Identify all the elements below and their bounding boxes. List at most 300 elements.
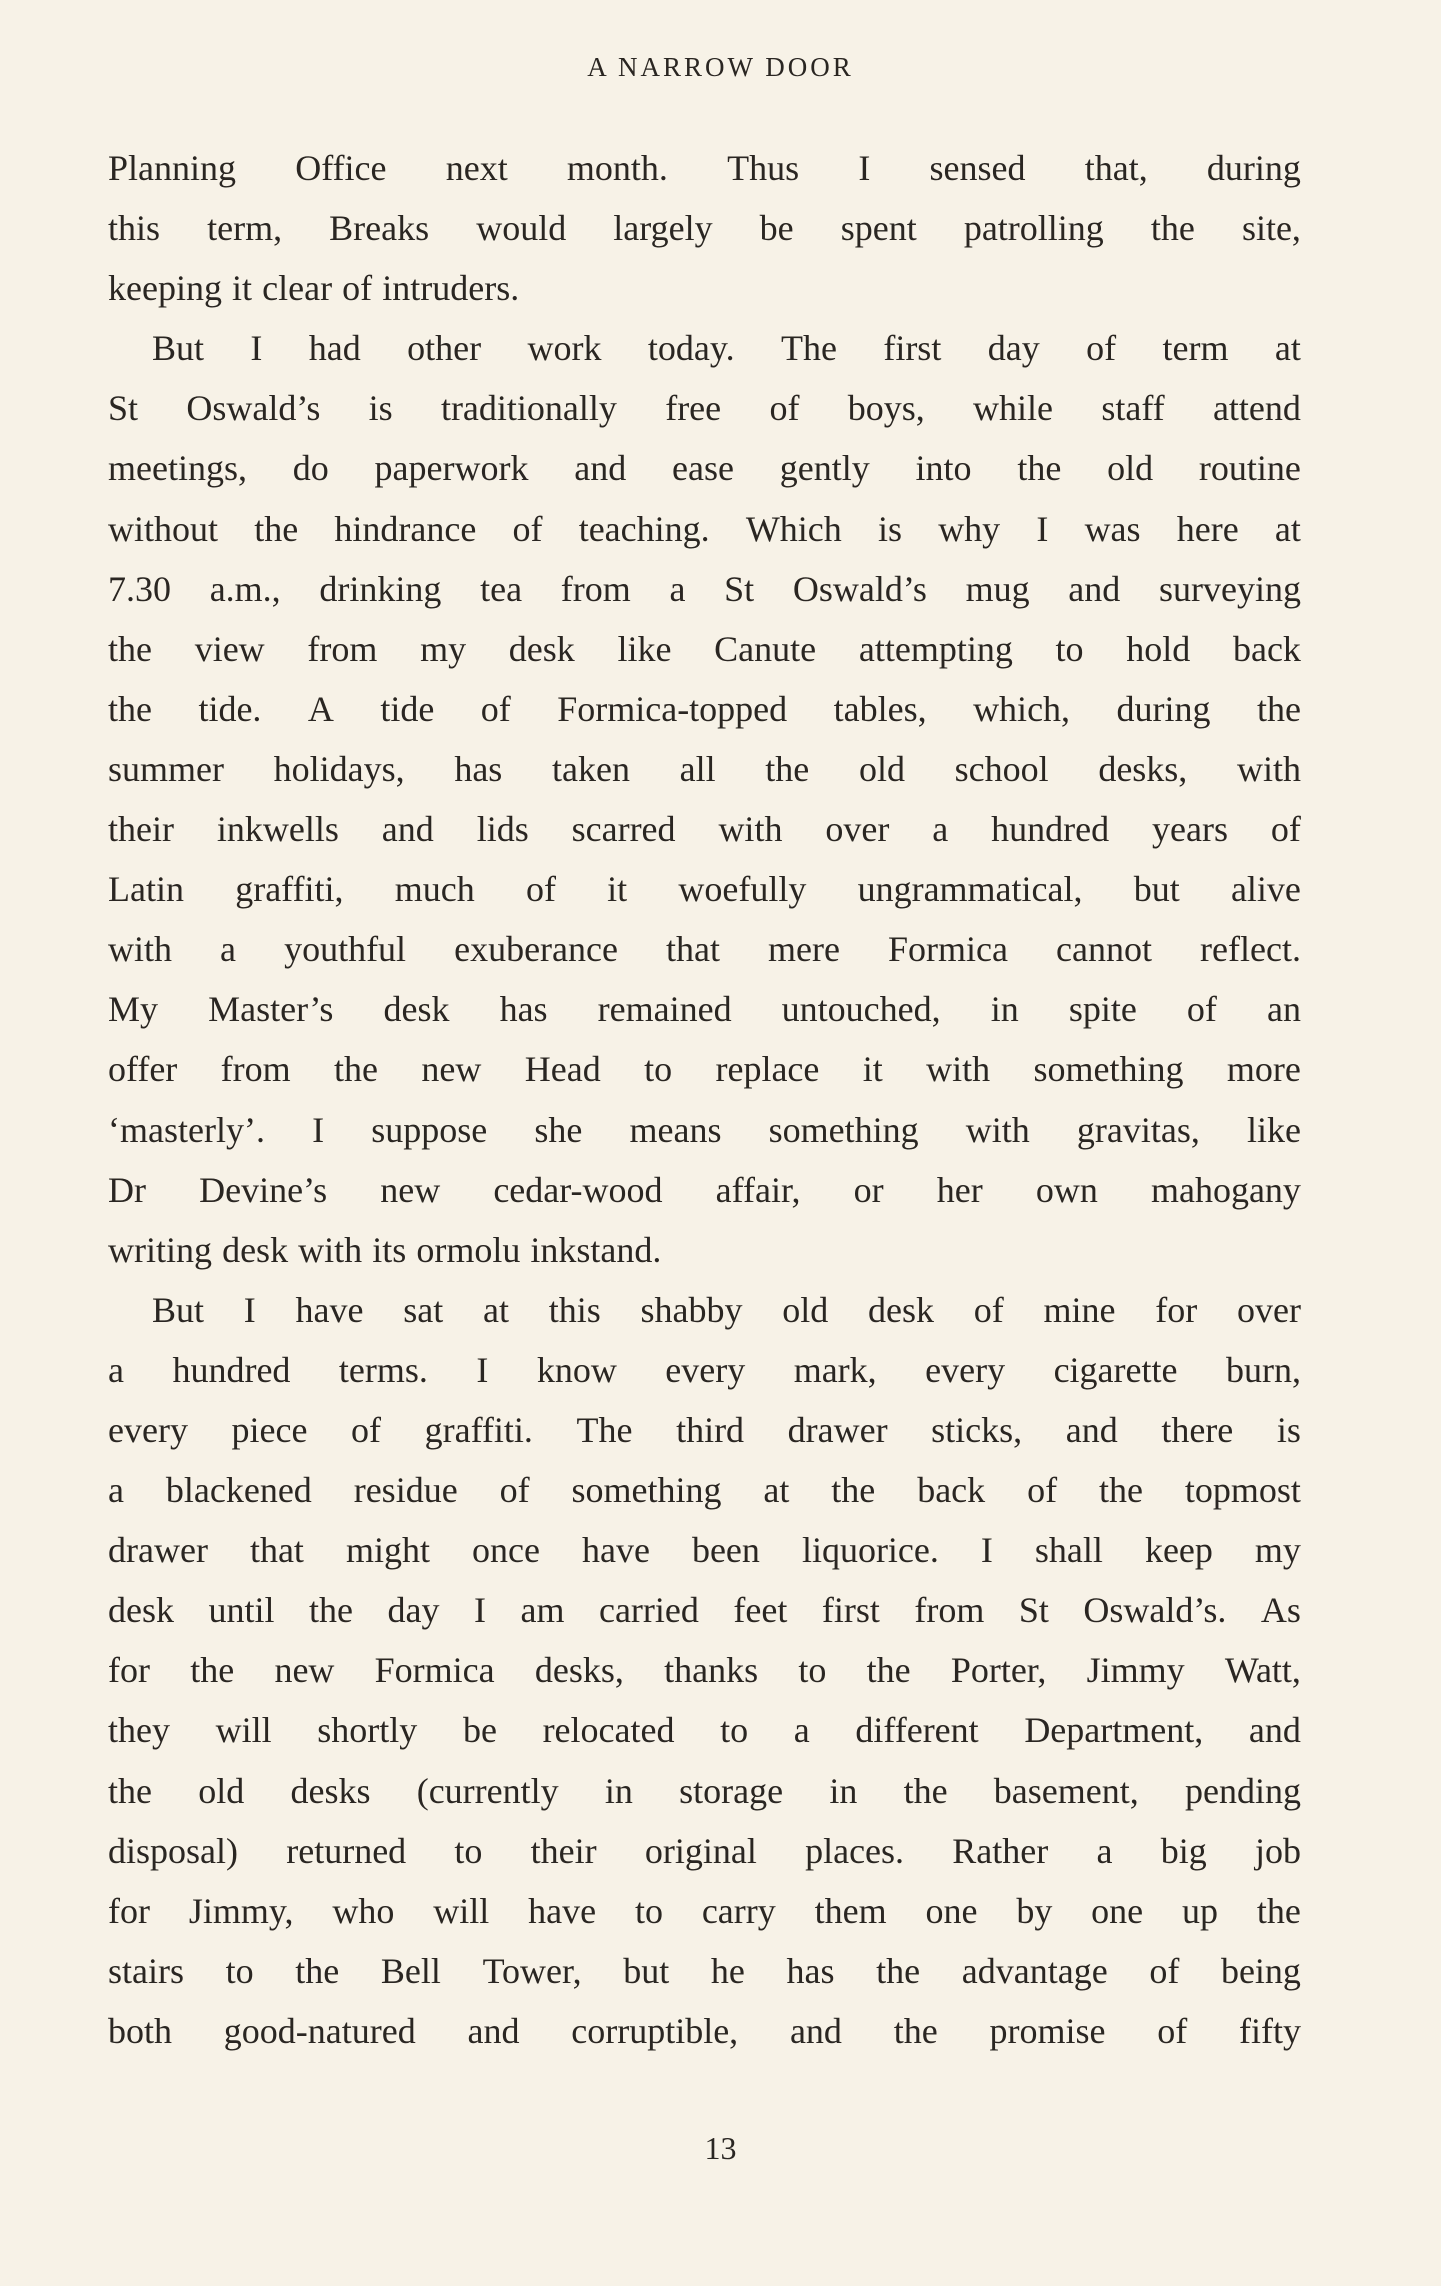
word: teaching. [578, 508, 710, 549]
word: has [786, 1950, 835, 1991]
word: St [724, 568, 755, 609]
word: carried [598, 1590, 699, 1631]
word: Thus [727, 148, 800, 188]
word: mere [768, 929, 840, 970]
text-line [108, 138, 1301, 198]
word: have [528, 1890, 597, 1931]
word: The [576, 1409, 633, 1450]
word: a [1096, 1830, 1113, 1871]
word: of [525, 869, 556, 910]
word: once [471, 1530, 540, 1571]
word: she [534, 1109, 583, 1150]
word: into [915, 448, 972, 489]
word: hindrance [334, 508, 477, 549]
word: residue [353, 1470, 458, 1511]
word: offer [108, 1049, 178, 1090]
word: boys, [847, 388, 925, 429]
word: drawer [787, 1409, 888, 1450]
word: and [574, 448, 627, 489]
word: day [987, 328, 1040, 369]
word: different [855, 1710, 979, 1751]
word: with [965, 1109, 1030, 1150]
word: Planning [108, 148, 237, 188]
word: and [381, 809, 434, 850]
word: Master’s [208, 989, 334, 1030]
word: the [866, 1650, 911, 1691]
word: to [1055, 628, 1084, 669]
word: this [108, 208, 161, 249]
word: shortly [317, 1710, 418, 1751]
word: untouched, [781, 989, 941, 1030]
word: by [1016, 1890, 1053, 1931]
word: new [274, 1650, 335, 1691]
word: view [194, 628, 265, 669]
text-line [108, 859, 1301, 919]
word: paperwork [374, 448, 529, 489]
word: I [312, 1109, 325, 1150]
word: original [644, 1830, 757, 1871]
word: and [1248, 1710, 1301, 1751]
word: Breaks [329, 208, 430, 249]
word: to [634, 1890, 663, 1931]
word: A [307, 688, 334, 729]
word: affair, [715, 1169, 801, 1210]
word: years [1152, 809, 1228, 850]
text-line [108, 1400, 1301, 1460]
word: spite [1068, 989, 1137, 1030]
word: St [108, 388, 139, 429]
word: something [1033, 1049, 1184, 1090]
word: of [1027, 1470, 1058, 1511]
word: and [1065, 1409, 1118, 1450]
word: sensed [929, 148, 1026, 188]
word: of [512, 508, 543, 549]
word: like [1247, 1109, 1301, 1150]
word: in [990, 989, 1019, 1030]
word: their [108, 809, 174, 850]
word: at [1274, 328, 1301, 369]
word: am [520, 1590, 565, 1631]
word: attempting [858, 628, 1013, 669]
word: shall [1034, 1530, 1103, 1571]
word: basement, [993, 1770, 1139, 1811]
word: patrolling [963, 208, 1104, 249]
text-line [108, 318, 1301, 378]
word: feet [733, 1590, 788, 1631]
word: liquorice. [801, 1530, 939, 1571]
word: hold [1126, 628, 1191, 669]
word: drinking [319, 568, 442, 609]
word: Jimmy [1086, 1650, 1185, 1691]
word: is [1276, 1409, 1301, 1450]
word: desks [290, 1770, 371, 1811]
word: Oswald’s [186, 388, 321, 429]
word: burn, [1225, 1349, 1301, 1390]
text-line [108, 559, 1301, 619]
word: to [225, 1950, 254, 1991]
word: hundred [991, 809, 1110, 850]
word: reflect. [1200, 929, 1301, 970]
word: first [883, 328, 942, 369]
word: routine [1198, 448, 1301, 489]
text-line [108, 1280, 1301, 1340]
word: for [108, 1650, 150, 1691]
text-line [108, 1761, 1301, 1821]
word: who [332, 1890, 395, 1931]
word: meetings, [108, 448, 247, 489]
body-text [108, 138, 1301, 2061]
word: I [250, 328, 263, 369]
word: Tower, [482, 1950, 582, 1991]
word: good-natured [223, 2010, 416, 2051]
word: shabby [640, 1289, 743, 1330]
word: a.m., [209, 568, 281, 609]
word: a [793, 1710, 810, 1751]
word: one [1091, 1890, 1144, 1931]
word: Formica [888, 929, 1008, 970]
word: and [789, 2010, 842, 2051]
word: the [893, 2010, 938, 2051]
text-line [108, 1100, 1301, 1160]
word: taken [552, 748, 630, 789]
text-line [108, 438, 1301, 498]
word: Devine’s [199, 1169, 328, 1210]
word: has [454, 748, 503, 789]
word: pending [1184, 1770, 1301, 1811]
word: an [1266, 989, 1301, 1030]
word: old [1107, 448, 1154, 489]
word: 7.30 [108, 568, 171, 609]
text-line [108, 1941, 1301, 2001]
word: suppose [371, 1109, 488, 1150]
word: own [1035, 1169, 1098, 1210]
word: I [243, 1289, 256, 1330]
word: I [473, 1590, 486, 1631]
word: of [351, 1409, 382, 1450]
word: something [571, 1470, 722, 1511]
word: cannot [1056, 929, 1152, 970]
word: of [973, 1289, 1004, 1330]
word: returned [286, 1830, 407, 1871]
word: traditionally [440, 388, 617, 429]
word: tables, [833, 688, 927, 729]
word: over [1236, 1289, 1301, 1330]
word: her [936, 1169, 983, 1210]
text-line [108, 1460, 1301, 1520]
word: the [876, 1950, 921, 1991]
word: term [1162, 328, 1229, 369]
word: blackened [165, 1470, 312, 1511]
text-line [108, 1580, 1301, 1640]
word: in [604, 1770, 633, 1811]
word: to [798, 1650, 827, 1691]
word: with [718, 809, 783, 850]
word: old [858, 748, 905, 789]
word: mug [965, 568, 1030, 609]
word: other [407, 328, 482, 369]
word: mark, [793, 1349, 877, 1390]
word: site, [1241, 208, 1301, 249]
word: of [342, 268, 373, 309]
word: the [831, 1470, 876, 1511]
word: relocated [542, 1710, 675, 1751]
text-line [108, 1821, 1301, 1881]
text-line [108, 1340, 1301, 1400]
word: I [1036, 508, 1049, 549]
word: of [1186, 989, 1217, 1030]
word: their [530, 1830, 597, 1871]
word: to [644, 1049, 673, 1090]
word: my [420, 628, 467, 669]
word: be [462, 1710, 497, 1751]
word: of [1149, 1950, 1180, 1991]
word: youthful [284, 929, 407, 970]
word: would [476, 208, 567, 249]
word: piece [231, 1409, 308, 1450]
word: has [499, 989, 548, 1030]
text-line [108, 739, 1301, 799]
word: disposal) [108, 1830, 238, 1871]
word: As [1260, 1590, 1301, 1631]
word: until [208, 1590, 275, 1631]
word: with [298, 1229, 363, 1270]
word: St [1018, 1590, 1049, 1631]
word: summer [108, 748, 224, 789]
word: fifty [1238, 2010, 1301, 2051]
word: much [394, 869, 475, 910]
word: for [108, 1890, 150, 1931]
word: the [1150, 208, 1195, 249]
word: a [108, 1349, 124, 1390]
running-head: A NARROW DOOR [587, 52, 854, 82]
word: the [903, 1770, 948, 1811]
word: that, [1084, 148, 1148, 188]
word: ormolu [416, 1229, 521, 1270]
word: this [548, 1289, 601, 1330]
word: of [1270, 809, 1301, 850]
word: one [925, 1890, 978, 1931]
word: every [108, 1409, 188, 1450]
word: ease [672, 448, 734, 489]
word: Latin [108, 869, 184, 910]
word: intruders. [382, 268, 520, 309]
word: every [925, 1349, 1006, 1390]
word: of [769, 388, 800, 429]
word: that [666, 929, 720, 970]
page-number: 13 [704, 2130, 737, 2166]
word: and [1068, 568, 1121, 609]
word: have [581, 1530, 650, 1571]
word: inkwells [216, 809, 339, 850]
word: Oswald’s. [1083, 1590, 1227, 1631]
word: woefully [678, 869, 807, 910]
word: with [108, 929, 173, 970]
word: in [829, 1770, 858, 1811]
word: free [665, 388, 722, 429]
word: know [536, 1349, 617, 1390]
word: will [215, 1710, 272, 1751]
word: desks, [534, 1650, 624, 1691]
word: from [914, 1590, 985, 1631]
word: the [1098, 1470, 1143, 1511]
word: Office [295, 148, 387, 188]
word: work [527, 328, 602, 369]
word: hundred [172, 1349, 291, 1390]
word: promise [989, 2010, 1106, 2051]
word: sat [403, 1289, 444, 1330]
word: he [710, 1950, 745, 1991]
text-line [108, 1520, 1301, 1580]
word: graffiti. [424, 1409, 533, 1450]
word: might [345, 1530, 430, 1571]
word: Watt, [1224, 1650, 1301, 1691]
word: gravitas, [1076, 1109, 1200, 1150]
word: ungrammatical, [857, 869, 1083, 910]
text-line [108, 1881, 1301, 1941]
word: terms. [338, 1349, 428, 1390]
text-line [108, 619, 1301, 679]
word: every [665, 1349, 746, 1390]
word: ‘masterly’. [108, 1109, 265, 1150]
word: I [476, 1349, 489, 1390]
word: from [220, 1049, 291, 1090]
word: all [679, 748, 716, 789]
word: at [763, 1470, 790, 1511]
word: attend [1212, 388, 1301, 429]
word: them [814, 1890, 887, 1931]
word: for [1155, 1289, 1198, 1330]
word: today. [647, 328, 735, 369]
word: gently [779, 448, 870, 489]
word: more [1226, 1049, 1301, 1090]
word: it [862, 1049, 883, 1090]
text-line [108, 799, 1301, 859]
text-line [108, 499, 1301, 559]
word: from [560, 568, 631, 609]
word: it [232, 268, 253, 309]
word: to [720, 1710, 749, 1751]
word: the [309, 1590, 353, 1631]
word: third [676, 1409, 745, 1450]
word: desk [222, 1229, 289, 1270]
text-line [108, 979, 1301, 1039]
word: of [499, 1470, 530, 1511]
word: new [421, 1049, 482, 1090]
text-line [108, 198, 1301, 258]
word: a [932, 809, 949, 850]
word: the [108, 688, 152, 729]
word: to [454, 1830, 483, 1871]
text-line [108, 679, 1301, 739]
word: desk [868, 1289, 934, 1330]
word: old [198, 1770, 245, 1811]
word: of [480, 688, 511, 729]
word: up [1182, 1890, 1219, 1931]
word: from [307, 628, 378, 669]
word: school [954, 748, 1049, 789]
text-line [108, 1640, 1301, 1700]
word: the [1256, 688, 1301, 729]
word: cedar-wood [493, 1169, 663, 1210]
word: but [1133, 869, 1180, 910]
word: staff [1101, 388, 1165, 429]
word: keeping [108, 268, 222, 309]
word: the [1017, 448, 1062, 489]
word: with [1236, 748, 1301, 789]
word: at [1274, 508, 1301, 549]
word: But [152, 1289, 205, 1330]
word: mahogany [1150, 1169, 1301, 1210]
word: alive [1230, 869, 1301, 910]
word: the [295, 1950, 340, 1991]
word: but [623, 1950, 670, 1991]
word: like [617, 628, 672, 669]
word: new [380, 1169, 441, 1210]
word: cigarette [1053, 1349, 1178, 1390]
word: largely [613, 208, 713, 249]
word: surveying [1158, 568, 1301, 609]
word: of [1157, 2010, 1188, 2051]
word: job [1254, 1830, 1301, 1871]
word: during [1116, 688, 1211, 729]
word: tide [380, 688, 435, 729]
word: the [334, 1049, 379, 1090]
word: they [108, 1710, 170, 1751]
word: the [190, 1650, 235, 1691]
word: without [108, 508, 219, 549]
text-line [108, 1700, 1301, 1760]
word: there [1161, 1409, 1234, 1450]
word: the [765, 748, 810, 789]
word: was [1084, 508, 1141, 549]
word: Head [524, 1049, 601, 1090]
word: Porter, [950, 1650, 1047, 1691]
word: something [768, 1109, 919, 1150]
word: had [308, 328, 361, 369]
word: places. [805, 1830, 905, 1871]
word: its [372, 1229, 407, 1270]
word: big [1160, 1830, 1207, 1871]
word: storage [679, 1770, 784, 1811]
word: writing [108, 1229, 212, 1270]
word: over [825, 809, 890, 850]
word: desk [108, 1590, 174, 1631]
word: Formica-topped [557, 688, 788, 729]
word: first [821, 1590, 880, 1631]
word: which, [973, 688, 1071, 729]
word: The [780, 328, 837, 369]
word: Bell [380, 1950, 441, 1991]
word: corruptible, [571, 2010, 739, 2051]
word: at [482, 1289, 509, 1330]
word: my [1254, 1530, 1301, 1571]
word: a [669, 568, 686, 609]
word: I [980, 1530, 993, 1571]
word: back [1232, 628, 1301, 669]
word: do [292, 448, 329, 489]
word: is [877, 508, 902, 549]
word: My [108, 989, 159, 1030]
word: thanks [664, 1650, 759, 1691]
word: while [973, 388, 1054, 429]
text-line [108, 2001, 1301, 2061]
word: been [691, 1530, 760, 1571]
word: that [249, 1530, 304, 1571]
word: be [759, 208, 794, 249]
word: desks, [1098, 748, 1188, 789]
word: Oswald’s [792, 568, 927, 609]
word: topmost [1184, 1470, 1301, 1511]
